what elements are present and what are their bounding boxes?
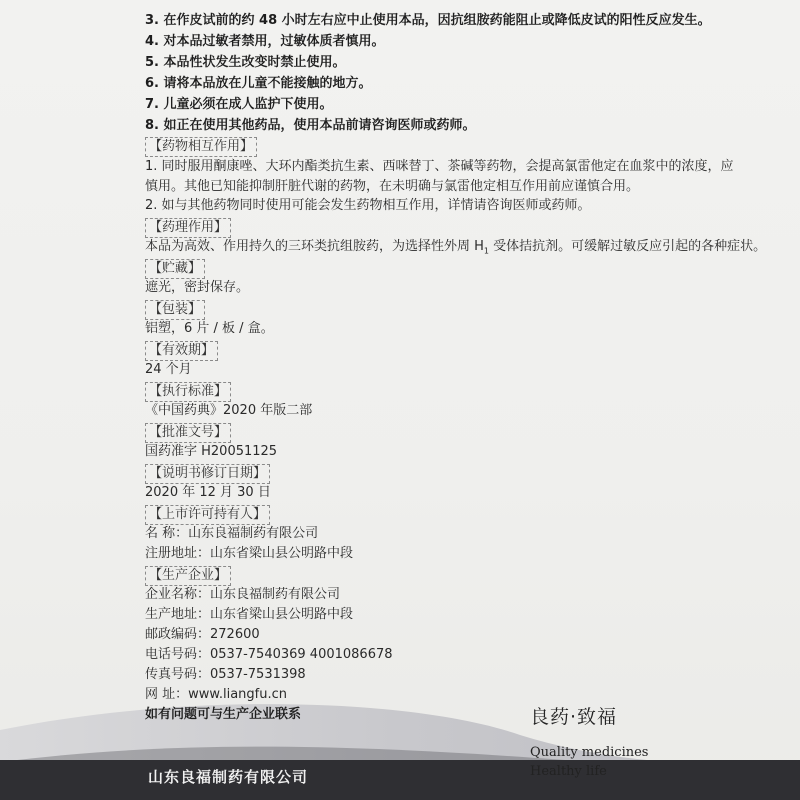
manufacturer-fax: 传真号码：0537-7531398 xyxy=(145,667,306,682)
precaution-4: 4. 对本品过敏者禁用，过敏体质者慎用。 xyxy=(145,34,385,49)
manufacturer-postal: 邮政编码：272600 xyxy=(145,627,260,642)
package-heading: 【包装】 xyxy=(145,300,205,320)
holder-address: 注册地址：山东省梁山县公明路中段 xyxy=(145,546,354,561)
revision-value: 2020 年 12 月 30 日 xyxy=(145,485,271,500)
revision-heading: 【说明书修订日期】 xyxy=(145,464,270,484)
holder-heading: 【上市许可持有人】 xyxy=(145,505,270,525)
validity-heading: 【有效期】 xyxy=(145,341,218,361)
storage-value: 遮光，密封保存。 xyxy=(145,280,250,295)
footer-company-name: 山东良福制药有限公司 xyxy=(148,768,309,786)
approval-heading: 【批准文号】 xyxy=(145,423,231,443)
slogan-chinese: 良药·致福 xyxy=(530,706,618,728)
brand-slogan xyxy=(530,702,690,781)
precaution-3: 3. 在作皮试前的约 48 小时左右应中止使用本品，因抗组胺药能阻止或降低皮试的阳性反应发生。 xyxy=(145,13,711,28)
interactions-heading: 【药物相互作用】 xyxy=(145,137,257,157)
precaution-6: 6. 请将本品放在儿童不能接触的地方。 xyxy=(145,76,372,91)
precaution-7: 7. 儿童必须在成人监护下使用。 xyxy=(145,97,333,112)
holder-name: 名 称：山东良福制药有限公司 xyxy=(145,526,319,541)
slogan-english-1: Quality medicines xyxy=(530,745,649,760)
approval-value: 国药准字 H20051125 xyxy=(145,444,278,459)
interactions-line-1: 1. 同时服用酮康唑、大环内酯类抗生素、西咪替丁、茶碱等药物，会提高氯雷他定在血浆中的浓度，应 xyxy=(145,159,734,174)
slogan-english-2: Healthy life xyxy=(530,764,607,779)
package-value: 铝塑，6 片 / 板 / 盒。 xyxy=(145,321,274,336)
pharmacology-heading: 【药理作用】 xyxy=(145,218,231,238)
interactions-line-3: 2. 如与其他药物同时使用可能会发生药物相互作用，详情请咨询医师或药师。 xyxy=(145,198,591,213)
manufacturer-name: 企业名称：山东良福制药有限公司 xyxy=(145,587,341,602)
contact-note: 如有问题可与生产企业联系 xyxy=(145,707,302,722)
manufacturer-phone: 电话号码：0537-7540369 4001086678 xyxy=(145,647,393,662)
standard-heading: 【执行标准】 xyxy=(145,382,231,402)
precaution-8: 8. 如正在使用其他药品，使用本品前请咨询医师或药师。 xyxy=(145,118,476,133)
pharmacology-text: 本品为高效、作用持久的三环类抗组胺药，为选择性外周 $H_1$ 受体拮抗剂。可缓解过敏反应引起的各种症状。 xyxy=(145,239,767,256)
precaution-5: 5. 本品性状发生改变时禁止使用。 xyxy=(145,55,346,70)
manufacturer-heading: 【生产企业】 xyxy=(145,566,231,586)
storage-heading: 【贮藏】 xyxy=(145,259,205,279)
standard-value: 《中国药典》2020 年版二部 xyxy=(145,403,313,418)
interactions-line-2: 慎用。其他已知能抑制肝脏代谢的药物，在未明确与氯雷他定相互作用前应谨慎合用。 xyxy=(145,179,640,194)
manufacturer-address: 生产地址：山东省梁山县公明路中段 xyxy=(145,607,354,622)
manufacturer-website: 网 址：www.liangfu.cn xyxy=(145,687,287,702)
validity-value: 24 个月 xyxy=(145,362,192,377)
